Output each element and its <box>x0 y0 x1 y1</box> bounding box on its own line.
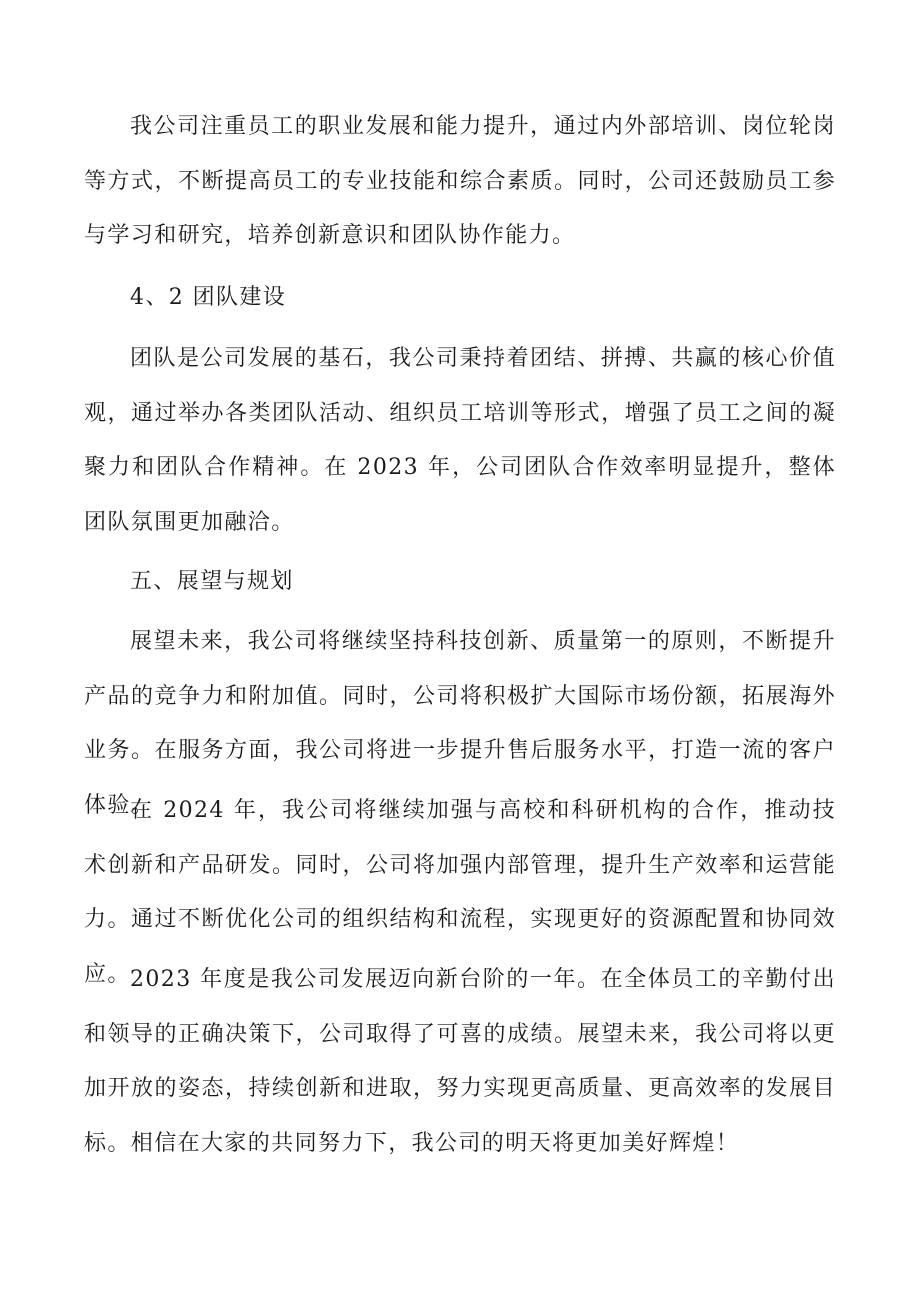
paragraph-outlook: 展望未来，我公司将继续坚持科技创新、质量第一的原则，不断提升产品的竞争力和附加值。同时，公司将积极扩大国际市场份额，拓展海外业务。在服务方面，我公司将进一步提升售后服务水平，打造一流的客户体验。 <box>84 629 836 818</box>
paragraph-conclusion: 2023 年度是我公司发展迈向新台阶的一年。在全体员工的辛勤付出和领导的正确决策下，公司取得了可喜的成绩。展望未来，我公司将以更加开放的姿态，持续创新和进取，努力实现更高质量、更高效率的发展目标。相信在大家的共同努力下，我公司的明天将更加美好辉煌！ <box>84 967 836 1156</box>
section-heading-team-building: 4、2 团队建设 <box>130 285 287 310</box>
paragraph-employee-development: 我公司注重员工的职业发展和能力提升，通过内外部培训、岗位轮岗等方式，不断提高员工的专业技能和综合素质。同时，公司还鼓励员工参与学习和研究，培养创新意识和团队协作能力。 <box>84 114 836 248</box>
paragraph-plan-2024: 在 2024 年，我公司将继续加强与高校和科研机构的合作，推动技术创新和产品研发。同时，公司将加强内部管理，提升生产效率和运营能力。通过不断优化公司的组织结构和流程，实现更好的资源配置和协同效应。 <box>84 798 836 987</box>
paragraph-team-building: 团队是公司发展的基石，我公司秉持着团结、拼搏、共赢的核心价值观，通过举办各类团队活动、组织员工培训等形式，增强了员工之间的凝聚力和团队合作精神。在 2023 年，公司团队合作效率明显提升，整体团队氛围更加融洽。 <box>84 346 836 535</box>
section-heading-outlook: 五、展望与规划 <box>130 569 294 594</box>
